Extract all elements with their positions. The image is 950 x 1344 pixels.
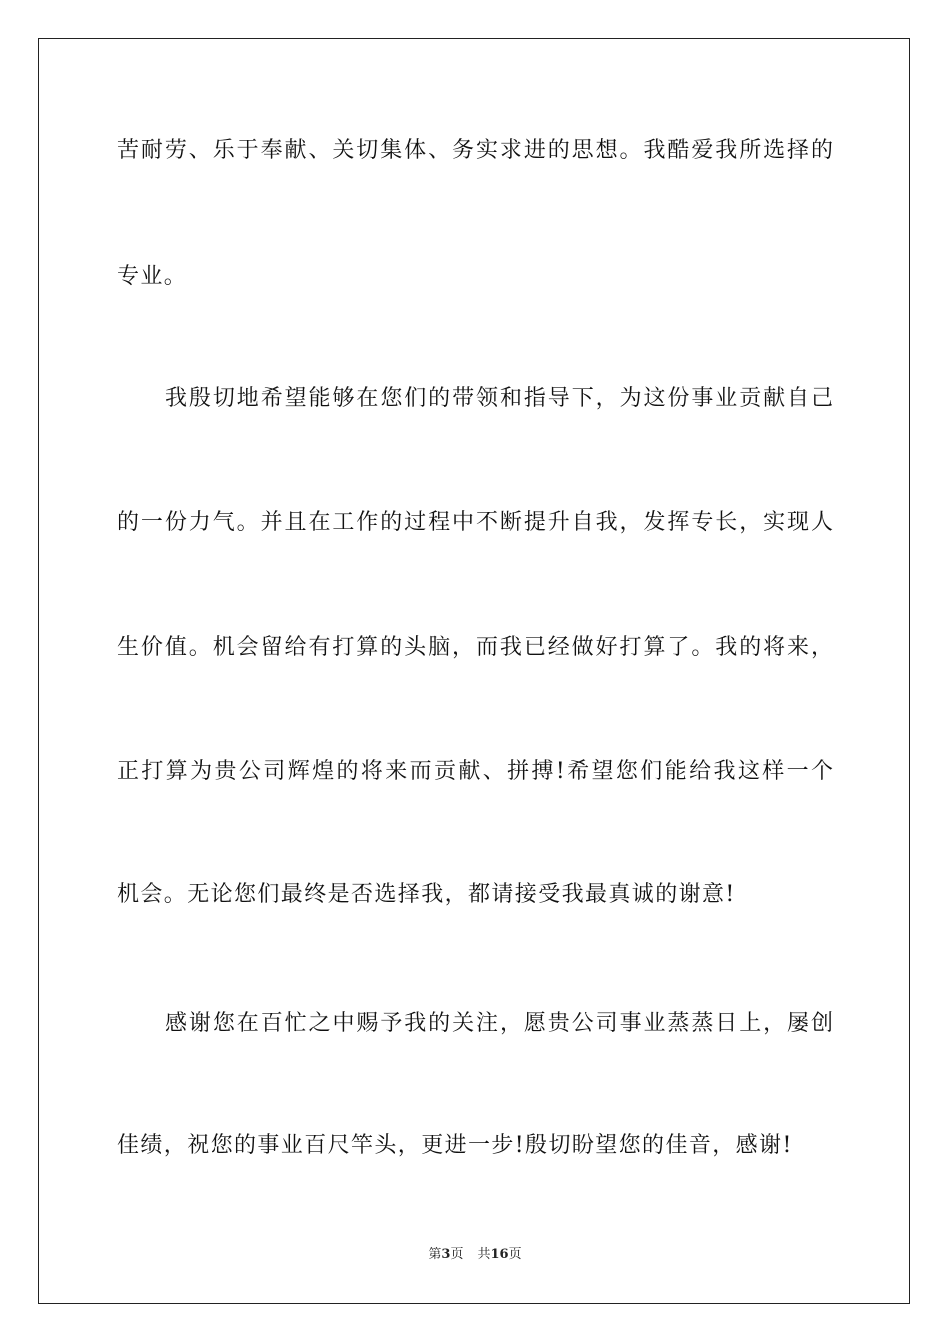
text-line-2: 专业。 — [117, 264, 188, 289]
text-line-8: 感谢您在百忙之中赐予我的关注，愿贵公司事业蒸蒸日上，屡创 — [165, 1011, 833, 1036]
page-footer — [0, 1246, 950, 1264]
total-suffix: 页 — [508, 1247, 522, 1262]
total-pages: 16 — [490, 1247, 509, 1262]
page-suffix: 页 — [450, 1247, 464, 1262]
text-line-3: 我殷切地希望能够在您们的带领和指导下，为这份事业贡献自己 — [165, 386, 833, 411]
text-line-1: 苦耐劳、乐于奉献、关切集体、务实求进的思想。我酷爱我所选择的 — [117, 138, 833, 163]
text-line-7: 机会。无论您们最终是否选择我，都请接受我最真诚的谢意! — [117, 882, 736, 907]
page-border — [38, 38, 910, 1304]
total-prefix: 共 — [477, 1247, 491, 1262]
text-line-6: 正打算为贵公司辉煌的将来而贡献、拼搏!希望您们能给我这样一个 — [117, 759, 833, 784]
page-number: 3 — [441, 1247, 451, 1262]
text-line-4: 的一份力气。并且在工作的过程中不断提升自我，发挥专长，实现人 — [117, 510, 833, 535]
text-line-9: 佳绩，祝您的事业百尺竿头，更进一步!殷切盼望您的佳音，感谢! — [117, 1133, 793, 1158]
text-line-5: 生价值。机会留给有打算的头脑，而我已经做好打算了。我的将来， — [117, 635, 833, 660]
page-prefix: 第 — [428, 1247, 442, 1262]
